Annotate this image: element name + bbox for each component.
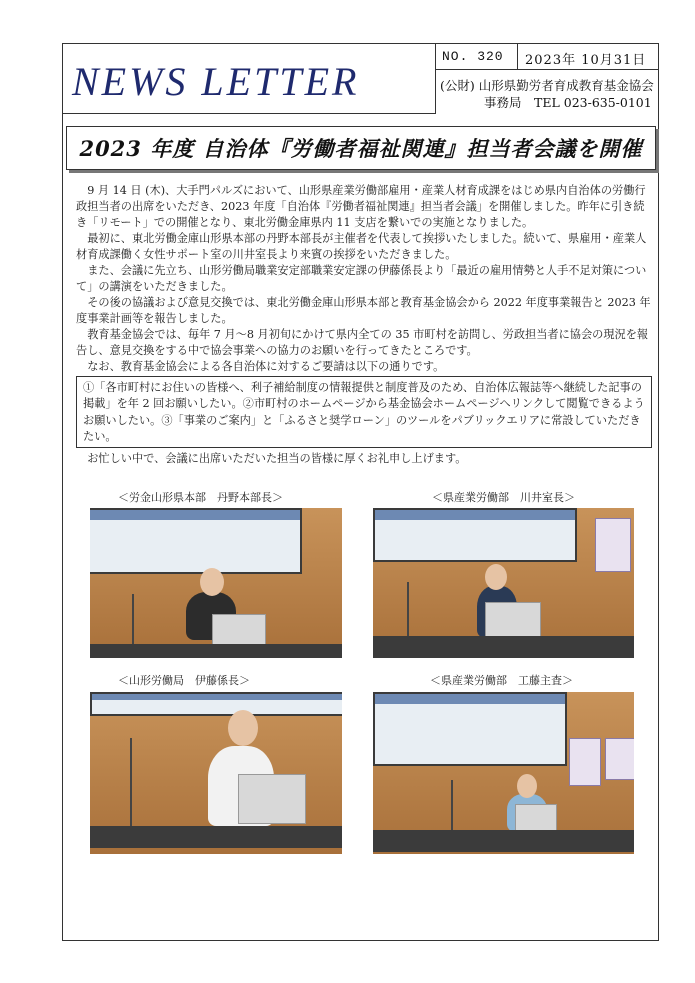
article-paragraph: 最初に、東北労働金庫山形県本部の丹野本部長が主催者を代表して挨拶いたしました。続いて、県雇用・産業人材育成課働く女性サポート室の川井室長より来賓の挨拶をいただきました。 xyxy=(76,232,647,261)
photo-caption: ＜県産業労働部 川井室長＞ xyxy=(432,491,575,504)
article-headline: 2023 年度 自治体『労働者福祉関連』担当者会議を開催 xyxy=(66,126,656,170)
meeting-photo-kudo xyxy=(373,692,634,854)
photo-caption: ＜労金山形県本部 丹野本部長＞ xyxy=(118,491,283,504)
meeting-photo-kawai xyxy=(373,508,634,658)
issue-divider xyxy=(517,43,518,70)
article-paragraph: その後の協議および意見交換では、東北労働金庫山形県本部と教育基金協会から 2022 年度事業報告と 2023 年度事業計画等を報告しました。 xyxy=(76,296,651,325)
organization-info xyxy=(440,77,654,111)
issue-date: 2023年 10月31日 xyxy=(525,53,647,68)
photo-caption: ＜県産業労働部 工藤主査＞ xyxy=(430,674,573,687)
issue-info xyxy=(436,43,659,70)
photo-caption: ＜山形労働局 伊藤係長＞ xyxy=(118,674,250,687)
meeting-photo-tanno xyxy=(90,508,342,658)
newsletter-title: NEWS LETTER xyxy=(72,59,360,104)
article-body xyxy=(76,183,652,375)
article-paragraph: また、会議に先立ち、山形労働局職業安定部職業安定課の伊藤係長より「最近の雇用情勢と人手不足対策について」の講演をいただきました。 xyxy=(76,264,647,293)
requests-box: ①「各市町村にお住いの皆様へ、利子補給制度の情報提供と制度普及のため、自治体広報誌等へ継続した記事の掲載」を年 2 回お願いしたい。②市町村のホームページから基金協会ホームページへリンクして閲覧できるようお願いしたい。③「事業のご案内」と「ふるさと奨学ローン」のツールをパブリックエリアに常設していただきたい。 xyxy=(76,376,652,448)
organization-name: (公財) 山形県勤労者育成教育基金協会 xyxy=(440,78,654,93)
organization-office: 事務局 TEL 023-635-0101 xyxy=(484,95,652,110)
article-paragraph: なお、教育基金協会による各自治体に対するご要請は以下の通りです。 xyxy=(87,360,445,373)
meeting-photo-ito xyxy=(90,692,342,854)
issue-number: NO. 320 xyxy=(442,49,504,64)
article-paragraph: 教育基金協会では、毎年 7 月～8 月初旬にかけて県内全ての 35 市町村を訪問し、労政担当者に協会の現況を報告し、意見交換をする中で協会事業への協力のお願いを行ってきたところです。 xyxy=(76,328,649,357)
article-paragraph: 9 月 14 日 (木)、大手門パルズにおいて、山形県産業労働部雇用・産業人材育成課をはじめ県内自治体の労働行政担当者の出席をいただき、2023 年度「自治体『労働者福祉関連』担当者会議」を開催しました。昨年に引き続き「リモート」での開催となり、東北労働金庫県内 11 支店を繋いでの実施となりました。 xyxy=(76,184,646,229)
closing-text: お忙しい中で、会議に出席いただいた担当の皆様に厚くお礼申し上げます。 xyxy=(87,452,467,465)
